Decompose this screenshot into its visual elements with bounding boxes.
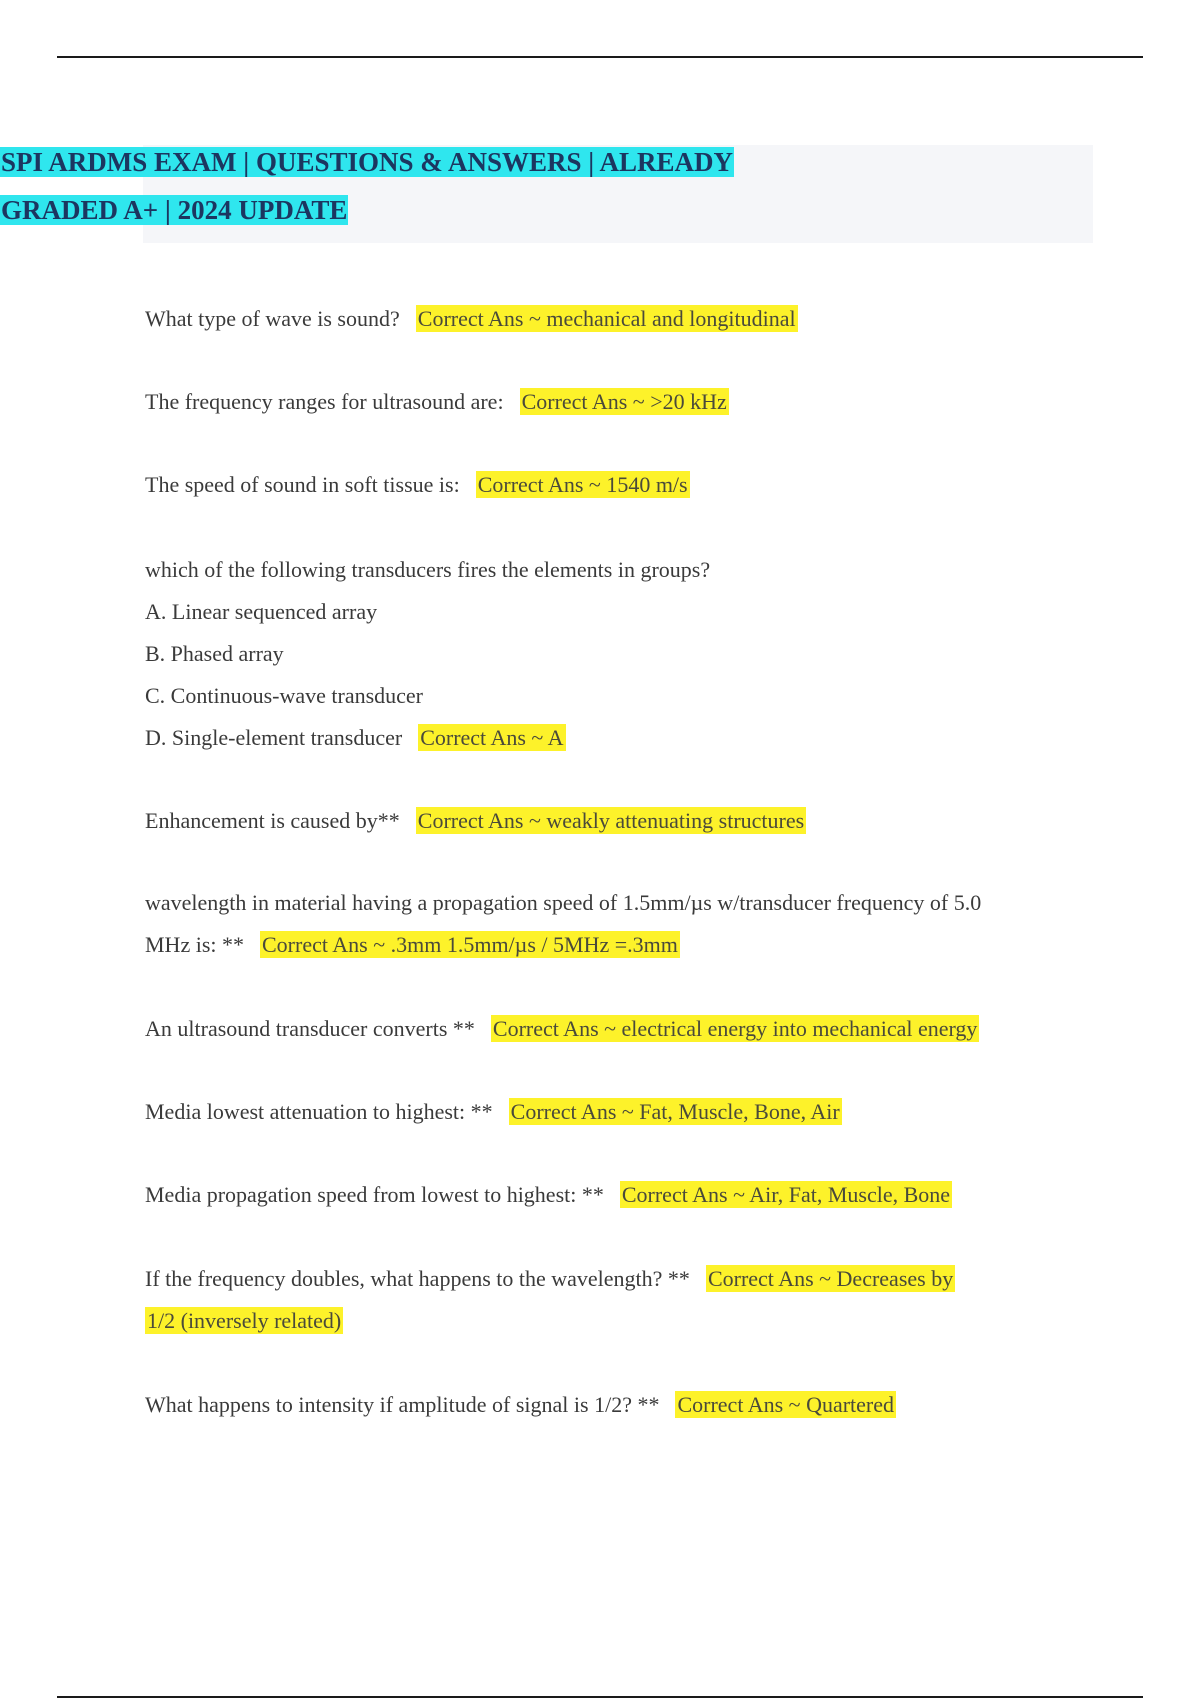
option-a: A. Linear sequenced array	[145, 599, 378, 624]
question-text: What happens to intensity if amplitude of signal is 1/2? **	[145, 1392, 660, 1417]
question-text: The speed of sound in soft tissue is:	[145, 472, 460, 497]
qa-item-multiple-choice	[145, 549, 1085, 759]
answer-highlight: Correct Ans ~ mechanical and longitudinal	[417, 306, 796, 331]
top-rule	[57, 56, 1143, 58]
qa-item	[145, 381, 1085, 423]
question-text: Enhancement is caused by**	[145, 808, 400, 833]
question-text: If the frequency doubles, what happens to the wavelength? **	[145, 1266, 690, 1291]
answer-highlight: Correct Ans ~ weakly attenuating structures	[417, 808, 805, 833]
option-d: D. Single-element transducer	[145, 725, 403, 750]
qa-item	[145, 1091, 1085, 1133]
option-b: B. Phased array	[145, 641, 284, 666]
answer-highlight: Correct Ans ~ Fat, Muscle, Bone, Air	[510, 1099, 840, 1124]
document-title-line-2: GRADED A+ | 2024 UPDATE	[1, 195, 348, 225]
question-text: An ultrasound transducer converts **	[145, 1016, 475, 1041]
qa-item	[145, 1008, 1085, 1050]
answer-highlight: Correct Ans ~ Quartered	[677, 1392, 895, 1417]
bottom-rule	[57, 1696, 1143, 1698]
question-text: What type of wave is sound?	[145, 306, 400, 331]
answer-highlight: Correct Ans ~ 1540 m/s	[477, 472, 688, 497]
answer-highlight: Correct Ans ~ .3mm 1.5mm/µs / 5MHz =.3mm	[262, 932, 678, 957]
answer-highlight: Correct Ans ~ A	[420, 725, 564, 750]
question-text: wavelength in material having a propagation speed of 1.5mm/µs w/transducer frequency of 5.0	[145, 890, 982, 915]
qa-item	[145, 1258, 1085, 1342]
answer-highlight: Correct Ans ~ electrical energy into mechanical energy	[492, 1016, 978, 1041]
qa-item	[145, 1384, 1085, 1426]
document-title-line-1: SPI ARDMS EXAM | QUESTIONS & ANSWERS | ALREADY	[1, 147, 734, 177]
question-text: Media propagation speed from lowest to highest: **	[145, 1182, 604, 1207]
option-c: C. Continuous-wave transducer	[145, 683, 423, 708]
answer-highlight: Correct Ans ~ Air, Fat, Muscle, Bone	[621, 1182, 951, 1207]
question-text: The frequency ranges for ultrasound are:	[145, 389, 504, 414]
qa-item	[145, 1174, 1085, 1216]
qa-item	[145, 464, 1085, 506]
qa-item	[145, 882, 1085, 966]
question-text: which of the following transducers fires the elements in groups?	[145, 557, 711, 582]
answer-highlight: Correct Ans ~ >20 kHz	[521, 389, 727, 414]
qa-item	[145, 800, 1085, 842]
qa-item	[145, 298, 1085, 340]
question-text-continued: MHz is: **	[145, 932, 244, 957]
answer-highlight-continued: 1/2 (inversely related)	[147, 1308, 342, 1333]
question-text: Media lowest attenuation to highest: **	[145, 1099, 493, 1124]
answer-highlight: Correct Ans ~ Decreases by	[707, 1266, 954, 1291]
